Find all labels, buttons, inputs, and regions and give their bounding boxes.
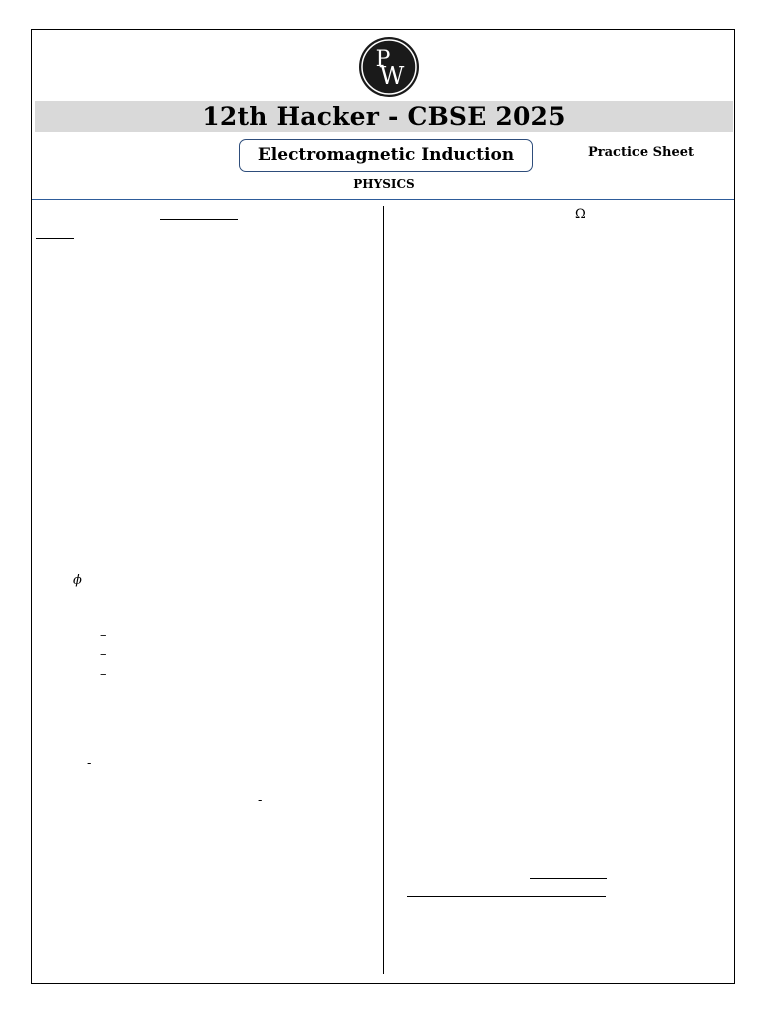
column-divider <box>383 206 384 974</box>
phi-symbol: ϕ <box>73 573 82 588</box>
sheet-type-label: Practice Sheet <box>588 145 695 160</box>
pw-logo <box>358 36 420 98</box>
dash-mark-1: – <box>100 628 107 643</box>
underline-4 <box>407 896 606 897</box>
underline-1 <box>160 219 238 220</box>
title-band <box>35 101 733 132</box>
svg-text:W: W <box>379 62 405 90</box>
underline-3 <box>530 878 607 879</box>
topic-title: Electromagnetic Induction <box>239 139 533 172</box>
header-divider <box>32 199 734 200</box>
dash-mark-4: - <box>87 756 92 771</box>
svg-text:P: P <box>375 47 391 72</box>
dash-mark-3: – <box>100 667 107 682</box>
dash-mark-2: – <box>100 647 107 662</box>
page-title: 12th Hacker - CBSE 2025 <box>202 102 566 131</box>
underline-2 <box>36 238 74 239</box>
omega-symbol: Ω <box>575 207 586 222</box>
subject-label: PHYSICS <box>353 177 415 191</box>
dash-mark-5: - <box>258 793 263 808</box>
